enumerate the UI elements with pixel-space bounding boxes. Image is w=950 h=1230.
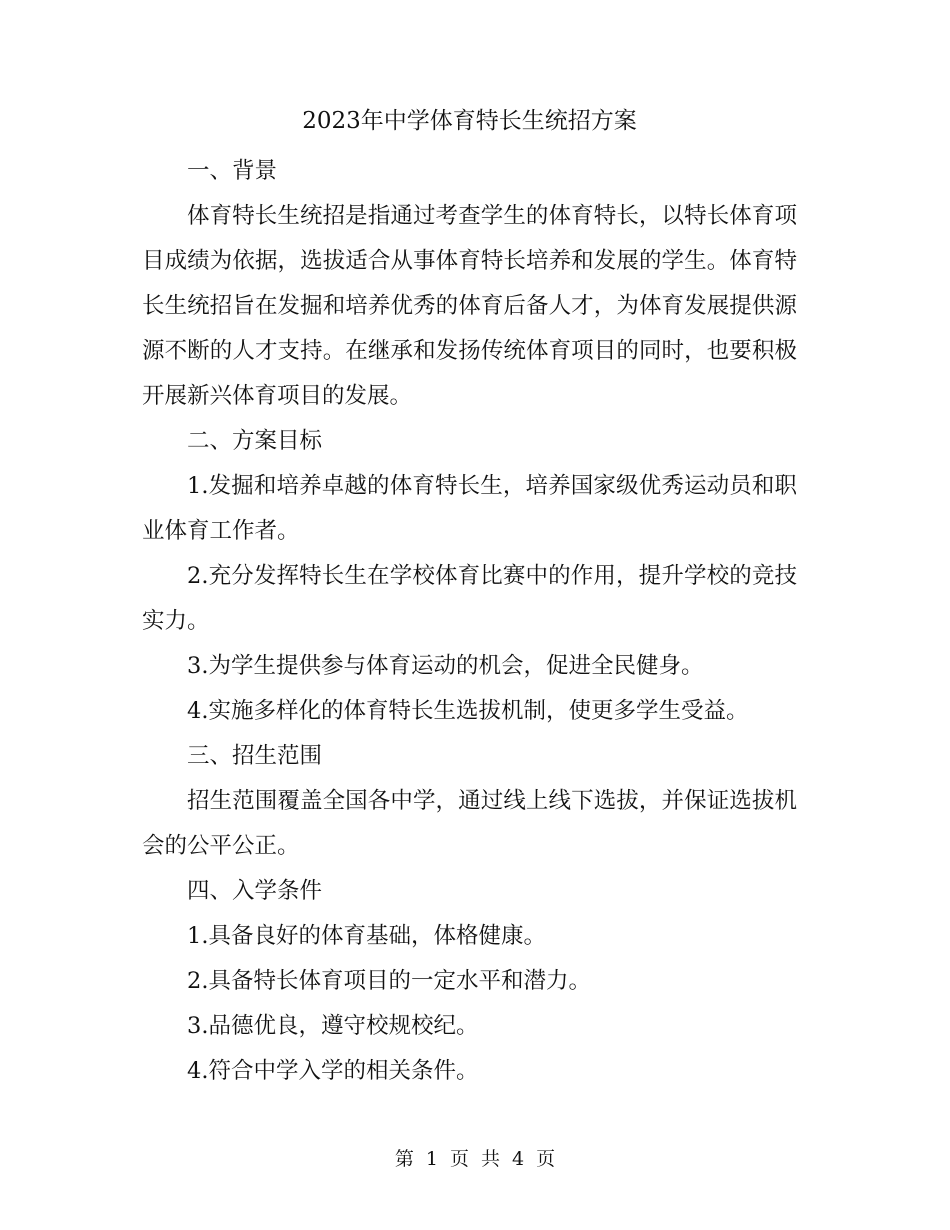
list-item: 3.品德优良，遵守校规校纪。 <box>187 1013 479 1039</box>
list-item: 4.符合中学入学的相关条件。 <box>187 1058 479 1084</box>
list-item: 2.具备特长体育项目的一定水平和潜力。 <box>187 968 591 994</box>
section-background <box>142 149 797 419</box>
section-heading: 一、背景 <box>187 158 278 184</box>
list-item: 1.具备良好的体育基础，体格健康。 <box>187 923 546 949</box>
list-item: 4.实施多样化的体育特长生选拔机制，使更多学生受益。 <box>187 698 749 724</box>
section-scope <box>142 734 797 869</box>
document-title: 2023年中学体育特长生统招方案 <box>302 108 637 134</box>
document-body <box>142 103 797 1094</box>
list-item: 1.发掘和培养卓越的体育特长生，培养国家级优秀运动员和职业体育工作者。 <box>142 473 797 544</box>
page-number-footer: 第 1 页 共 4 页 <box>394 1148 556 1170</box>
section-heading: 三、招生范围 <box>187 743 323 769</box>
section-heading: 二、方案目标 <box>187 428 323 454</box>
section-requirements <box>142 869 797 1094</box>
list-item: 3.为学生提供参与体育运动的机会，促进全民健身。 <box>187 653 704 679</box>
list-item: 2.充分发挥特长生在学校体育比赛中的作用，提升学校的竞技实力。 <box>142 563 797 634</box>
paragraph: 招生范围覆盖全国各中学，通过线上线下选拔，并保证选拔机会的公平公正。 <box>142 788 797 859</box>
section-goals <box>142 419 797 734</box>
paragraph: 体育特长生统招是指通过考查学生的体育特长，以特长体育项目成绩为依据，选拔适合从事体育特长培养和发展的学生。体育特长生统招旨在发掘和培养优秀的体育后备人才，为体育发展提供源源不断的人才支持。在继承和发扬传统体育项目的同时，也要积极开展新兴体育项目的发展。 <box>142 203 797 409</box>
section-heading: 四、入学条件 <box>187 878 323 904</box>
